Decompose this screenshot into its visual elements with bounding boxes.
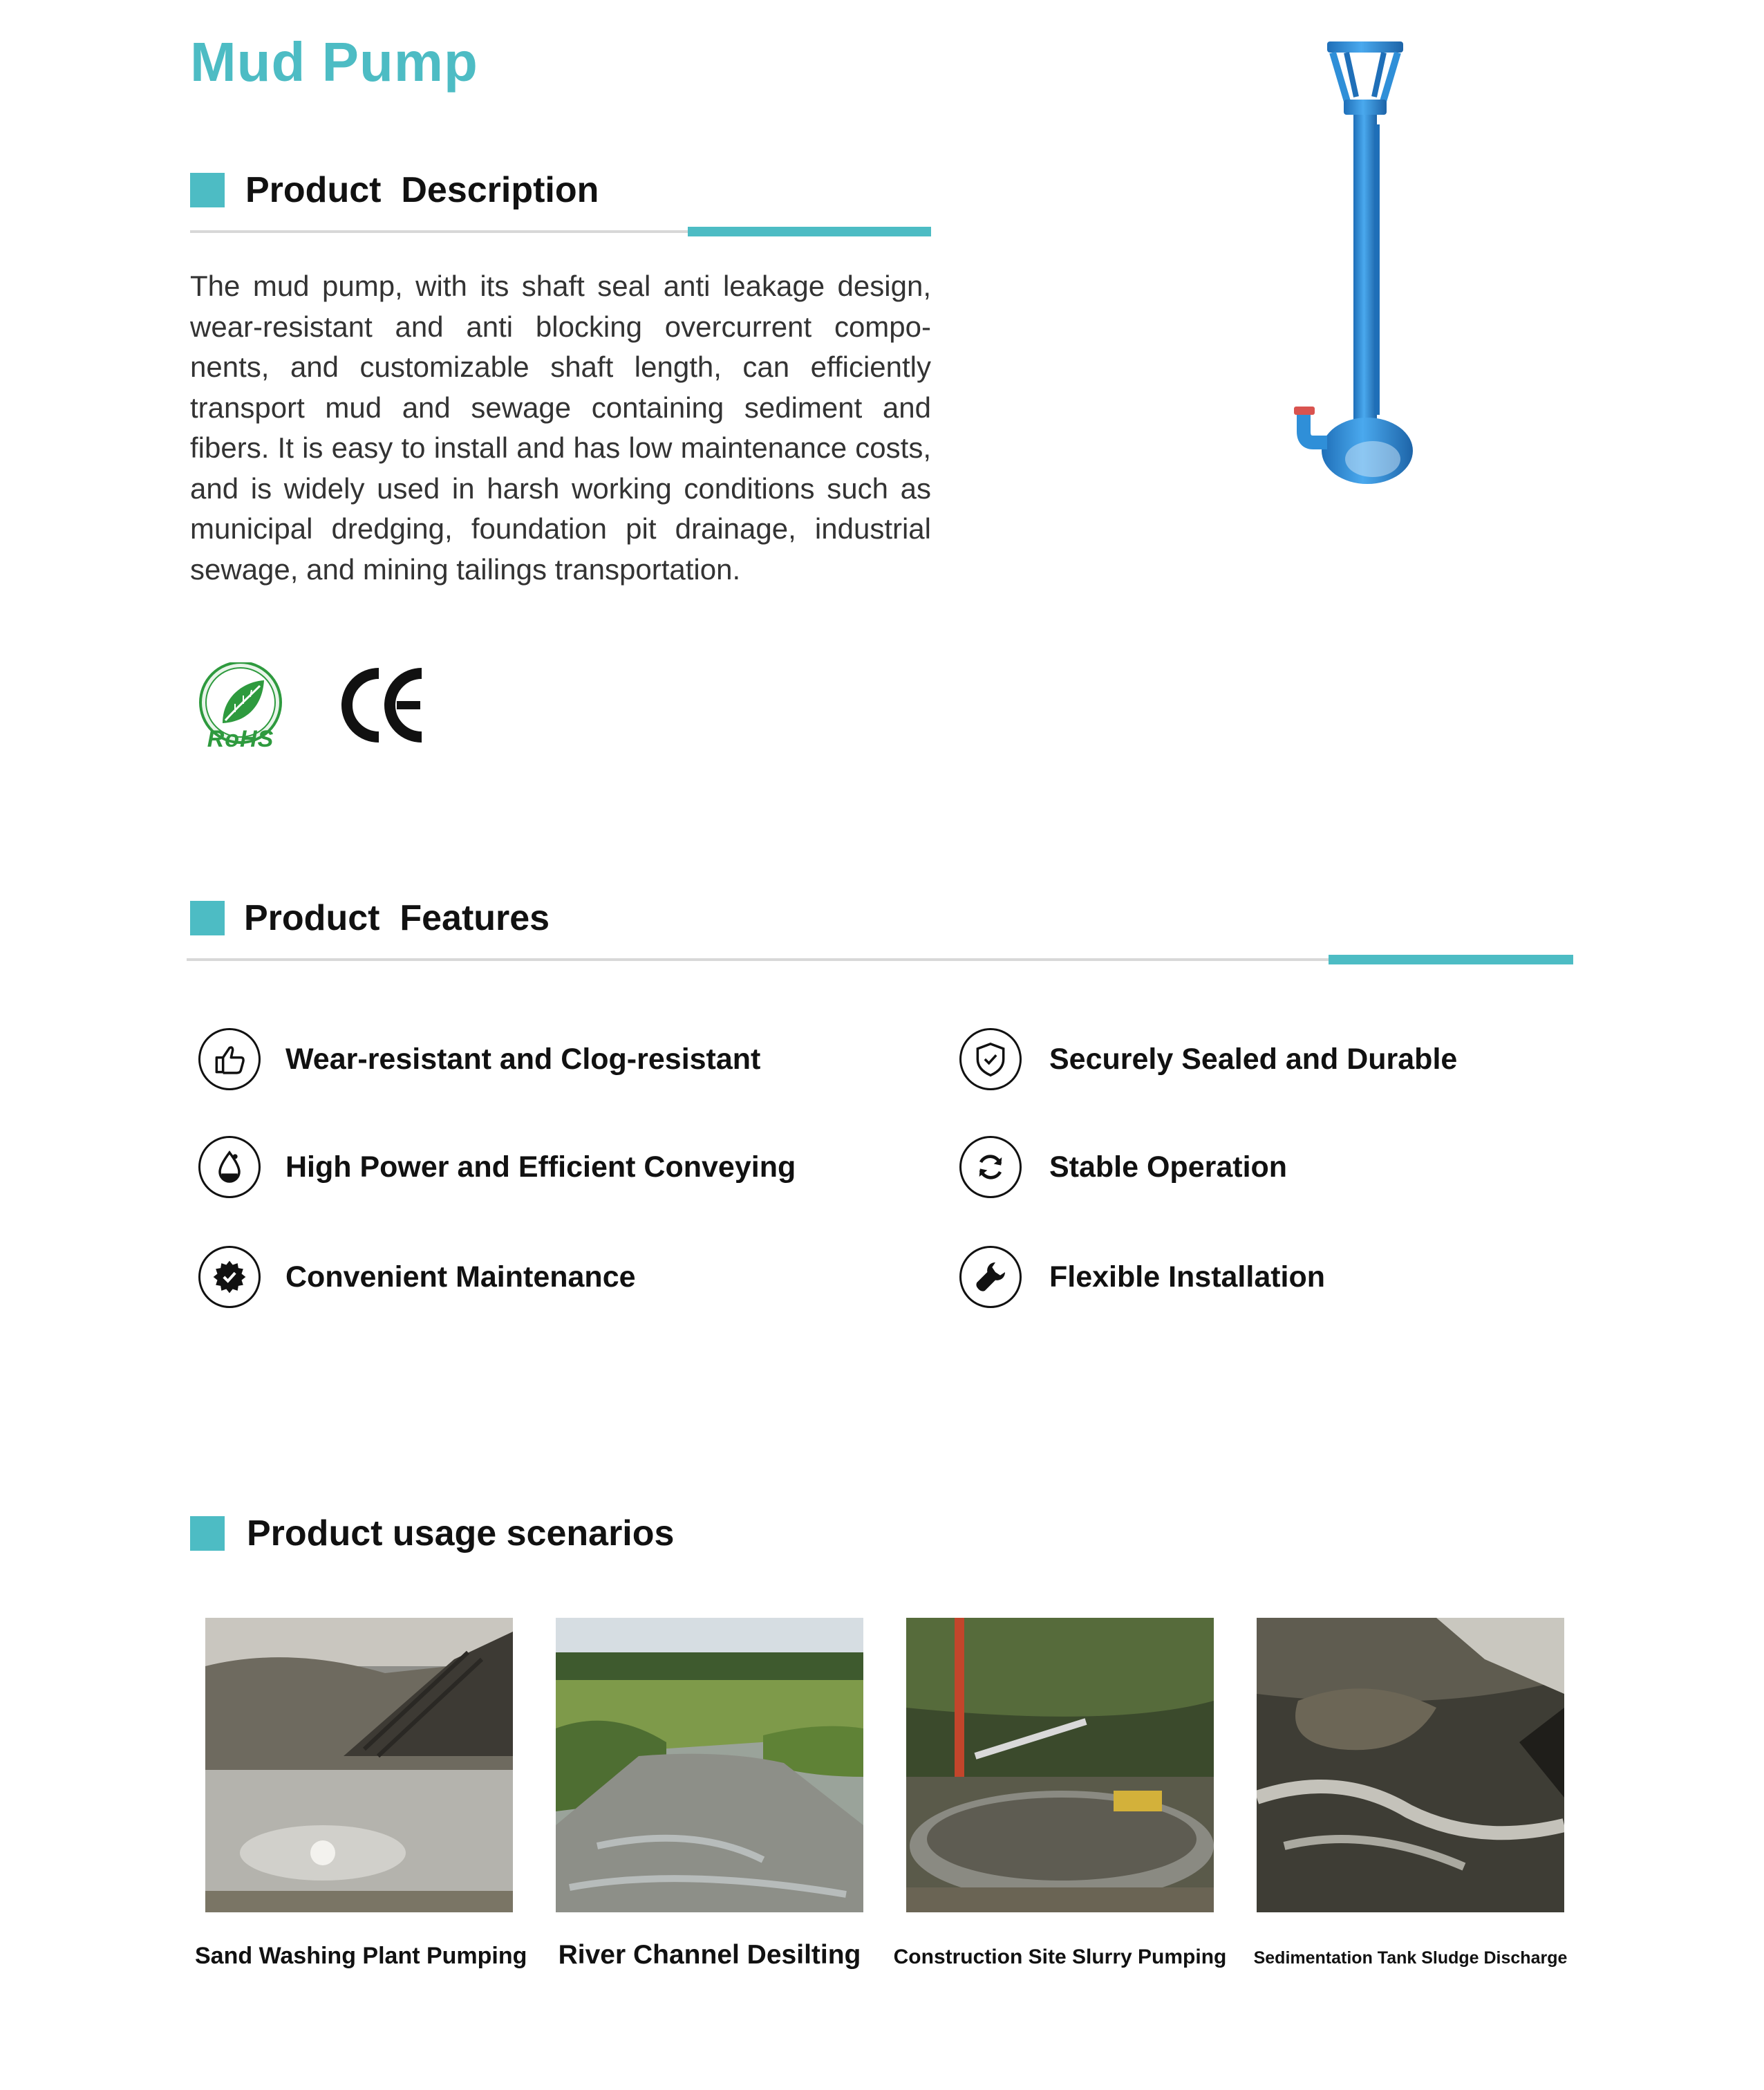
section-marker (190, 173, 225, 207)
section-divider-accent (688, 227, 931, 236)
section-marker (190, 1516, 225, 1551)
water-drop-icon (198, 1136, 261, 1198)
description-text: The mud pump, with its shaft seal anti leakage design, wear-resistant and anti blocking overcurrent compo-nents, and customizable shaft length, can efficiently transport mud and sewage containing sediment and fibers. It is easy to install and has low maintenance costs, and is widely used in harsh working conditions such as municipal dredging, foundation pit drainage, industrial sewage, and mining tailings transportation. (190, 270, 931, 586)
construction-site-photo (906, 1618, 1214, 1912)
scenario-caption: Sand Washing Plant Pumping (195, 1943, 527, 1969)
sedimentation-tank-photo (1257, 1618, 1564, 1912)
feature-label: Stable Operation (1049, 1150, 1288, 1184)
scenario-caption: Construction Site Slurry Pumping (893, 1946, 1227, 1968)
section-divider-accent (1329, 955, 1573, 964)
shield-check-icon (959, 1028, 1022, 1090)
mud-pump-image (1279, 28, 1417, 491)
page-title: Mud Pump (190, 31, 478, 93)
scenario-caption: Sedimentation Tank Sludge Discharge (1253, 1948, 1568, 1968)
feature-label: Convenient Maintenance (285, 1260, 636, 1294)
wrench-icon (959, 1246, 1022, 1308)
feature-label: Wear-resistant and Clog-resistant (285, 1043, 761, 1076)
feature-label: Securely Sealed and Durable (1049, 1043, 1458, 1076)
thumbs-up-icon (198, 1028, 261, 1090)
rohs-logo (195, 662, 286, 754)
scenarios-heading: Product usage scenarios (247, 1513, 675, 1553)
gear-check-icon (198, 1246, 261, 1308)
features-heading: Product Features (244, 898, 550, 938)
ce-mark (339, 664, 429, 747)
section-marker (190, 901, 225, 935)
river-channel-photo (556, 1618, 863, 1912)
scenario-caption: River Channel Desilting (558, 1940, 861, 1970)
feature-label: High Power and Efficient Conveying (285, 1150, 796, 1184)
description-heading: Product Description (245, 170, 599, 210)
refresh-icon (959, 1136, 1022, 1198)
sand-washing-plant-photo (205, 1618, 513, 1912)
feature-label: Flexible Installation (1049, 1260, 1326, 1294)
rohs-label: RoHS (207, 726, 274, 752)
